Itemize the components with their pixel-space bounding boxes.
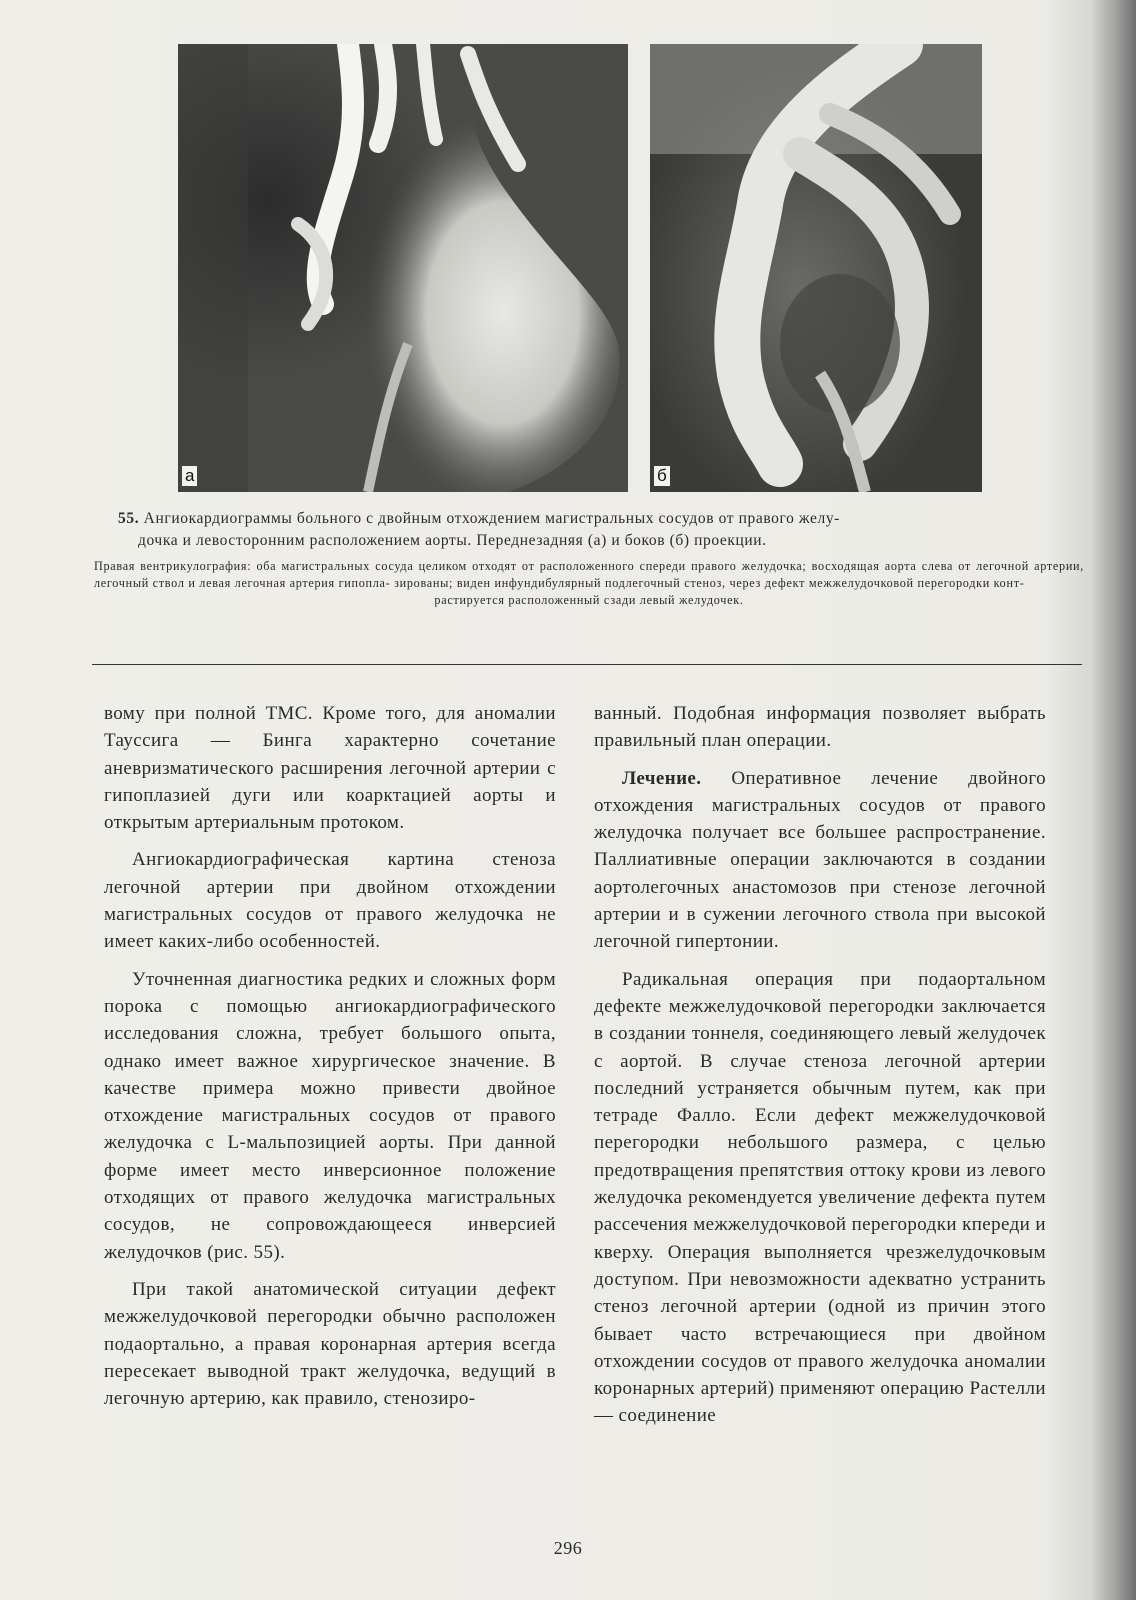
right-paragraph-2 [594,765,1046,956]
page-number: 296 [553,1538,583,1558]
caption-sub-line-2: желудочка; восходящая аорта слева от легочной артерии, легочный ствол и левая легочная артерия гипопла- [94,559,1085,590]
left-paragraph-4: При такой анатомической ситуации дефект межжелудочковой перегородки обычно расположен подаортально, а правая коронарная артерия всегда пересекает выводной тракт желудочка, ведущий в легочную артерию, как правило, стенозиро- [104,1278,556,1410]
caption-sub-line-4: растируется расположенный сзади левый желудочек. [434,593,744,607]
figure-caption-details [94,558,1084,609]
figure-number: 55. [118,510,140,527]
figure-caption [118,508,1084,552]
section-heading-treatment: Лечение. [622,767,702,789]
left-paragraph-2: Ангиокардиографическая картина стеноза легочной артерии при двойном отхождении магистральных сосудов от правого желудочка не имеет каких-либо особенностей. [104,849,556,953]
caption-line-1: Ангиокардиограммы больного с двойным отхождением магистральных сосудов от правого желу- [143,510,840,527]
right-paragraph-1: ванный. Подобная информация позволяет выбрать правильный план операции. [594,703,1046,752]
left-paragraph-3: Уточненная диагностика редких и сложных форм порока с помощью ангиокардиографического исследования сложна, требует большого опыта, однако имеет важное хирургическое значение. В качестве примера можно привести двойное отхождение магистральных сосудов от правого желудочка с L-мальпозицией аорты. При данной форме имеет место инверсионное положение отходящих от правого желудочка магистральных сосудов, не сопровождающееся инверсией желудочков (рис. 55). [104,968,556,1263]
figure-55 [178,44,982,492]
panel-label-b: б [654,466,670,486]
angiogram-lateral-projection [650,44,982,492]
caption-line-2: дочка и левосторонним расположением аорты. Переднезадняя (а) и боков (б) проекции. [138,532,767,549]
separator-rule [92,664,1082,665]
caption-sub-line-3: зированы; виден инфундибулярный подлегочный стеноз, через дефект межжелудочковой перегородки конт- [394,576,1025,590]
left-paragraph-1: вому при полной ТМС. Кроме того, для аномалии Тауссига — Бинга характерно сочетание аневризматического расширения легочной артерии с гипоплазией дуги или коарктацией аорты и открытым артериальным протоком. [104,703,556,834]
treatment-text: Оперативное лечение двойного отхождения магистральных сосудов от правого желудочка получает все большее распространение. Паллиативные операции заключаются в создании аортолегочных анастомозов при стенозе легочной артерии и в сужении легочного ствола при высокой легочной гипертонии. [594,767,1046,953]
left-text-column [104,700,556,1422]
caption-sub-line-1: Правая вентрикулография: оба магистральных сосуда целиком отходят от расположенного спереди правого [94,559,737,573]
angiogram-frontal-projection [178,44,628,492]
right-text-column [594,700,1046,1440]
panel-label-a: а [182,466,197,486]
right-paragraph-3: Радикальная операция при подаортальном дефекте межжелудочковой перегородки заключается в создании тоннеля, соединяющего левый желудочек с аортой. В случае стеноза легочной артерии последний устраняется обычным путем, как при тетраде Фалло. Если дефект межжелудочковой перегородки небольшого размера, с целью предотвращения препятствия оттоку крови из левого желудочка рекомендуется увеличение дефекта путем рассечения межжелудочковой перегородки кпереди и кверху. Операция выполняется чрезжелудочковым доступом. При невозможности адекватно устранить стеноз легочной артерии (одной из причин этого бывает часто встречающиеся при двойном отхождении сосудов от правого желудочка аномалии коронарных артерий) применяют операцию Растелли — соединение [594,968,1046,1427]
